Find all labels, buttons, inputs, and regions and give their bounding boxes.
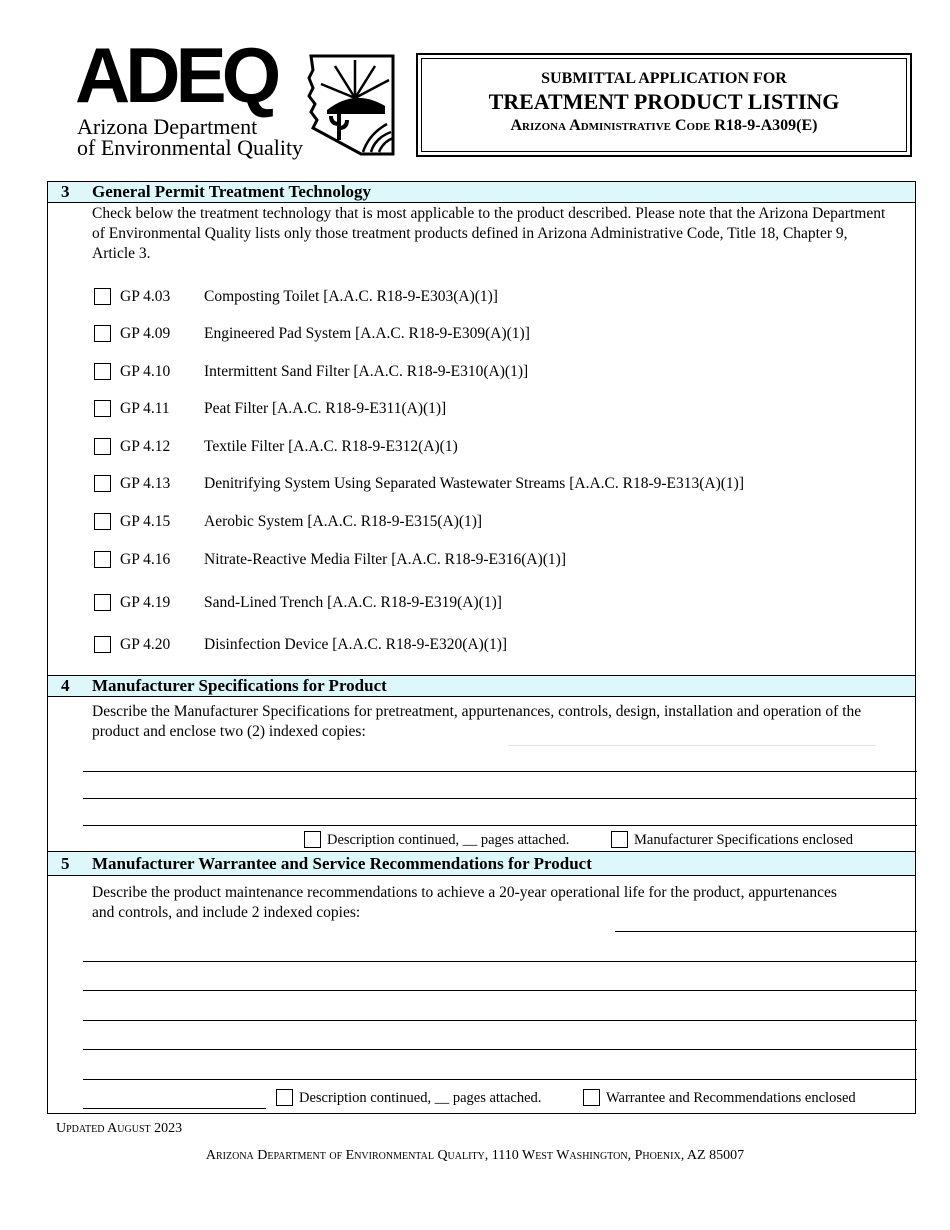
adeq-logo: [75, 31, 400, 160]
title-box: [416, 53, 912, 157]
option-code: GP 4.15: [120, 513, 171, 530]
section5-title: Manufacturer Warrantee and Service Recommendations for Product: [92, 854, 592, 873]
title-line1: SUBMITTAL APPLICATION FOR: [541, 70, 787, 87]
answer-line[interactable]: [83, 771, 917, 772]
enclosed-label: Warrantee and Recommendations enclosed: [606, 1090, 856, 1106]
checkbox[interactable]: [611, 831, 628, 848]
checkbox[interactable]: [94, 288, 111, 305]
section3-instructions: Check below the treatment technology that is most applicable to the product described. Please note that the Arizona Department of Environmental Quality lists only those treatment products defined in Arizona Administrative Code, Title 18, Chapter 9, Article 3.: [92, 205, 886, 262]
answer-line[interactable]: [83, 961, 917, 962]
footer-address: Arizona Department of Environmental Quality, 1110 West Washington, Phoenix, AZ 85007: [205, 1148, 745, 1163]
answer-line[interactable]: [508, 745, 876, 746]
checkbox[interactable]: [304, 831, 321, 848]
answer-line[interactable]: [83, 1049, 917, 1050]
section4-title: Manufacturer Specifications for Product: [92, 676, 387, 695]
continued-label: Description continued, __ pages attached.: [327, 832, 570, 848]
option-description: Disinfection Device [A.A.C. R18-9-E320(A)(1)]: [204, 636, 508, 653]
section5-header: [48, 851, 915, 876]
option-description: Denitrifying System Using Separated Wastewater Streams [A.A.C. R18-9-E313(A)(1)]: [204, 475, 744, 492]
option-description: Engineered Pad System [A.A.C. R18-9-E309(A)(1)]: [204, 325, 530, 342]
form-title: TREATMENT PRODUCT LISTING: [488, 89, 840, 114]
answer-line[interactable]: [615, 931, 917, 932]
checkbox[interactable]: [94, 551, 111, 568]
option-code: GP 4.16: [120, 551, 171, 568]
answer-line[interactable]: [83, 1108, 266, 1109]
title-code: Arizona Administrative Code R18-9-A309(E): [510, 117, 818, 134]
option-code: GP 4.13: [120, 475, 171, 492]
option-code: GP 4.10: [120, 363, 171, 380]
option-code: GP 4.19: [120, 594, 171, 611]
option-description: Nitrate-Reactive Media Filter [A.A.C. R18-9-E316(A)(1)]: [204, 551, 566, 568]
option-description: Sand-Lined Trench [A.A.C. R18-9-E319(A)(1)]: [204, 594, 502, 611]
section4-header: [48, 675, 915, 697]
answer-line[interactable]: [83, 825, 917, 826]
checkbox[interactable]: [94, 636, 111, 653]
option-description: Peat Filter [A.A.C. R18-9-E311(A)(1)]: [204, 400, 447, 417]
logo-acronym: ADEQ: [75, 31, 277, 119]
checkbox[interactable]: [94, 475, 111, 492]
checkbox[interactable]: [94, 400, 111, 417]
option-description: Intermittent Sand Filter [A.A.C. R18-9-E310(A)(1)]: [204, 363, 529, 380]
checkbox[interactable]: [94, 513, 111, 530]
arizona-map-icon: [305, 48, 397, 158]
answer-line[interactable]: [83, 798, 917, 799]
continued-label: Description continued, __ pages attached.: [299, 1090, 542, 1106]
option-code: GP 4.12: [120, 438, 171, 455]
option-code: GP 4.11: [120, 400, 170, 417]
option-description: Aerobic System [A.A.C. R18-9-E315(A)(1)]: [204, 513, 483, 530]
form-body: [47, 181, 916, 1114]
section4-number: 4: [61, 676, 70, 695]
answer-line[interactable]: [83, 990, 917, 991]
checkbox[interactable]: [94, 594, 111, 611]
option-code: GP 4.09: [120, 325, 171, 342]
option-description: Textile Filter [A.A.C. R18-9-E312(A)(1): [204, 438, 458, 455]
section5-number: 5: [61, 854, 70, 873]
checkbox[interactable]: [583, 1089, 600, 1106]
checkbox[interactable]: [94, 325, 111, 342]
section3-title: General Permit Treatment Technology: [92, 182, 372, 201]
logo-line2: of Environmental Quality: [77, 135, 304, 160]
option-description: Composting Toilet [A.A.C. R18-9-E303(A)(1)]: [204, 288, 498, 305]
logo-line1: Arizona Department: [77, 114, 258, 139]
section4-instructions: Describe the Manufacturer Specifications for pretreatment, appurtenances, controls, design, installation and operation of the product and enclose two (2) indexed copies:: [92, 703, 862, 740]
section3-header: [48, 181, 915, 203]
section3-number: 3: [61, 182, 70, 201]
checkbox[interactable]: [94, 438, 111, 455]
enclosed-label: Manufacturer Specifications enclosed: [634, 832, 854, 848]
answer-line[interactable]: [83, 1020, 917, 1021]
updated-date: Updated August 2023: [56, 1121, 183, 1136]
option-code: GP 4.03: [120, 288, 171, 305]
checkbox[interactable]: [94, 363, 111, 380]
section5-instructions: Describe the product maintenance recommendations to achieve a 20-year operational life for the product, appurtenances and controls, and include 2 indexed copies:: [92, 884, 837, 921]
answer-line[interactable]: [83, 1079, 917, 1080]
option-code: GP 4.20: [120, 636, 171, 653]
checkbox[interactable]: [276, 1089, 293, 1106]
